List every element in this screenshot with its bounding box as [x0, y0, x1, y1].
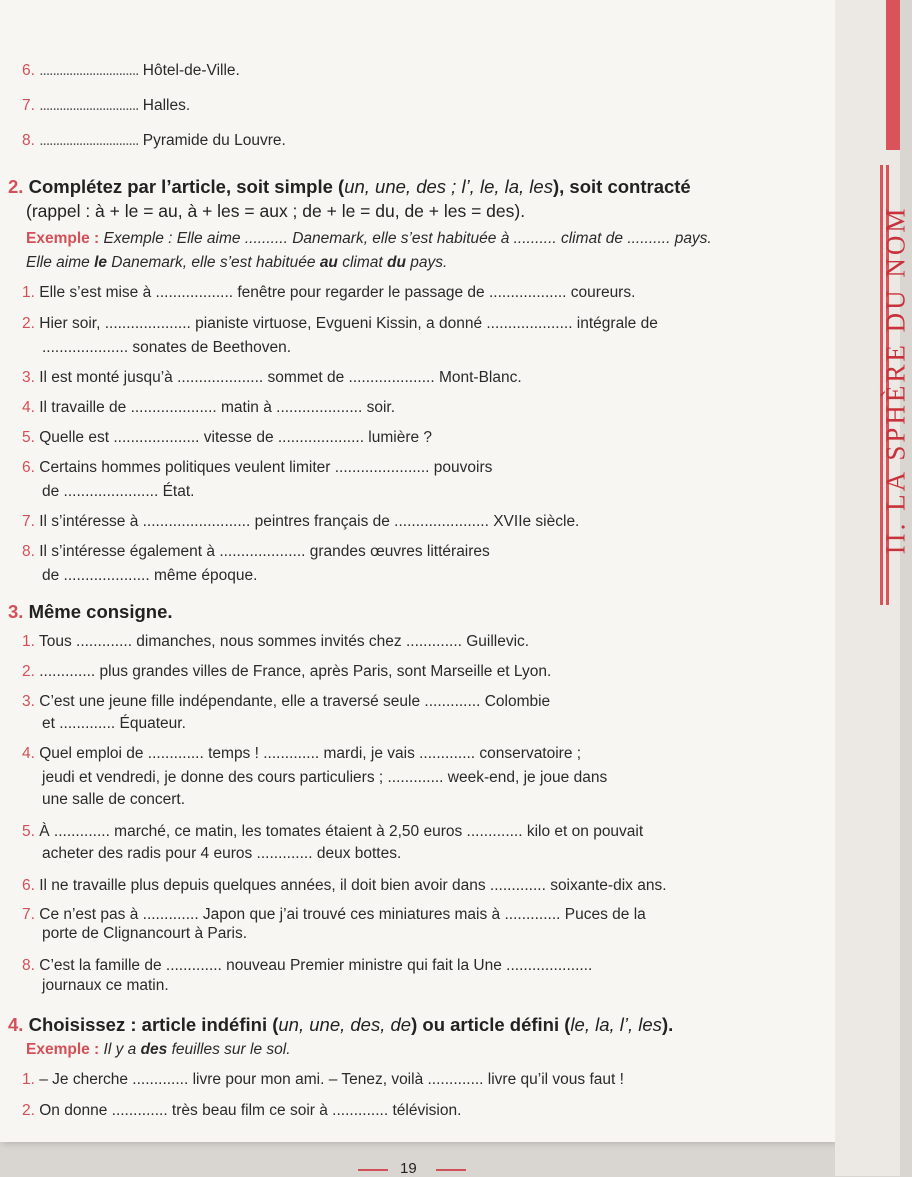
list-item-continuation: de .................... même époque.	[42, 567, 258, 584]
list-item-continuation: acheter des radis pour 4 euros ............. deux bottes.	[42, 845, 402, 862]
list-item-continuation: journaux ce matin.	[42, 977, 169, 994]
list-item-continuation: et ............. Équateur.	[42, 715, 186, 732]
list-item-continuation: .................... sonates de Beethoven.	[42, 339, 291, 356]
list-item: 5. À ............. marché, ce matin, les tomates étaient à 2,50 euros ............. kilo et on pouvait	[22, 823, 644, 840]
page-number: 19	[400, 1160, 417, 1177]
list-item-continuation: une salle de concert.	[42, 791, 186, 808]
list-item: 8. C’est la famille de ............. nouveau Premier ministre qui fait la Une ....................	[22, 957, 593, 974]
list-item: 6. .............................. Hôtel-de-Ville.	[22, 62, 240, 79]
list-item: 5. Quelle est .................... vitesse de .................... lumière ?	[22, 429, 433, 446]
list-item: 1. Tous ............. dimanches, nous sommes invités chez ............. Guillevic.	[22, 633, 530, 650]
list-item: 2. ............. plus grandes villes de France, après Paris, sont Marseille et Lyon.	[22, 663, 552, 680]
list-item: 2. Hier soir, .................... pianiste virtuose, Evgueni Kissin, a donné .................... intégrale de	[22, 315, 658, 332]
exercise-4-example: Exemple : Il y a des feuilles sur le sol.	[26, 1041, 291, 1058]
list-item: 1. – Je cherche ............. livre pour mon ami. – Tenez, voilà ............. livre qu’il vous faut !	[22, 1071, 624, 1088]
list-item: 1. Elle s’est mise à .................. fenêtre pour regarder le passage de .................. coureurs.	[22, 284, 636, 301]
exercise-2-title: 2. Complétez par l’article, soit simple (un, une, des ; l’, le, la, les), soit contracté	[8, 176, 691, 197]
list-item-continuation: porte de Clignancourt à Paris.	[42, 925, 248, 942]
side-accent-bar	[886, 0, 900, 150]
list-item: 7. .............................. Halles.	[22, 97, 191, 114]
list-item: 7. Ce n’est pas à ............. Japon que j’ai trouvé ces miniatures mais à ............. Puces de la	[22, 906, 646, 923]
list-item-continuation: de ...................... État.	[42, 483, 195, 500]
exercise-2-example: Exemple : Exemple : Elle aime .......... Danemark, elle s’est habituée à .......... climat de .......... pays.	[26, 230, 712, 247]
list-item: 6. Il ne travaille plus depuis quelques années, il doit bien avoir dans ............. soixante-dix ans.	[22, 877, 667, 894]
list-item-continuation: jeudi et vendredi, je donne des cours particuliers ; ............. week-end, je joue dans	[42, 769, 608, 786]
exercise-4-title: 4. Choisissez : article indéfini (un, une, des, de) ou article défini (le, la, l’, les).	[8, 1014, 674, 1035]
exercise-2-rappel: (rappel : à + le = au, à + les = aux ; de + le = du, de + les = des).	[26, 201, 526, 221]
list-item: 2. On donne ............. très beau film ce soir à ............. télévision.	[22, 1102, 462, 1119]
list-item: 3. C’est une jeune fille indépendante, elle a traversé seule ............. Colombie	[22, 693, 551, 710]
footer-rule-right	[436, 1169, 466, 1171]
list-item: 8. .............................. Pyramide du Louvre.	[22, 132, 286, 149]
list-item: 3. Il est monté jusqu’à .................... sommet de .................... Mont-Blanc.	[22, 369, 522, 386]
list-item: 4. Il travaille de .................... matin à .................... soir.	[22, 399, 396, 416]
chapter-title: II. LA SPHÈRE DU NOM	[880, 205, 911, 555]
list-item: 8. Il s’intéresse également à .................... grandes œuvres littéraires	[22, 543, 490, 560]
chapter-side-tab	[835, 0, 900, 1176]
footer-rule-left	[358, 1169, 388, 1171]
list-item: 4. Quel emploi de ............. temps ! ............. mardi, je vais ............. conservatoire ;	[22, 745, 582, 762]
exercise-2-example-answer: Elle aime le Danemark, elle s’est habituée au climat du pays.	[26, 254, 448, 271]
list-item: 6. Certains hommes politiques veulent limiter ...................... pouvoirs	[22, 459, 493, 476]
exercise-3-title: 3. Même consigne.	[8, 601, 173, 622]
list-item: 7. Il s’intéresse à ......................... peintres français de ...................... XVIIe siècle.	[22, 513, 580, 530]
